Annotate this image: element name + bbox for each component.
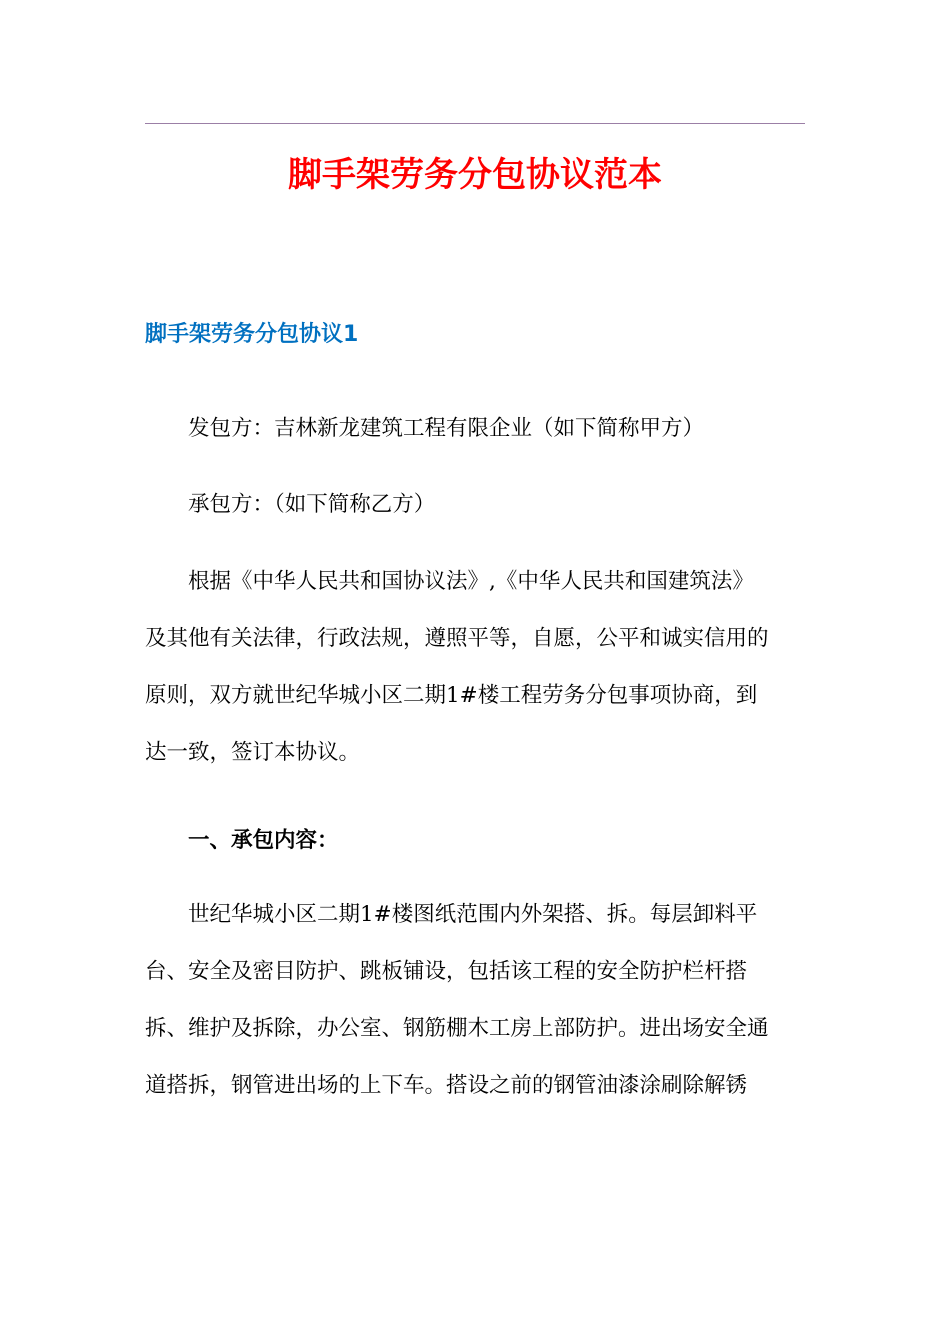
party-a-paragraph: 发包方：吉林新龙建筑工程有限企业（如下简称甲方） bbox=[188, 416, 705, 441]
basis-line: 达一致，签订本协议。 bbox=[145, 740, 361, 765]
basis-line: 根据《中华人民共和国协议法》,《中华人民共和国建筑法》 bbox=[188, 569, 754, 594]
content-line: 拆、维护及拆除，办公室、钢筋棚木工房上部防护。进出场安全通 bbox=[145, 1016, 769, 1041]
section-title: 脚手架劳务分包协议1 bbox=[145, 322, 359, 347]
content-line: 台、安全及密目防护、跳板铺设，包括该工程的安全防护栏杆搭 bbox=[145, 959, 748, 984]
contract-scope-heading: 一、承包内容： bbox=[188, 828, 339, 853]
basis-line: 及其他有关法律，行政法规，遵照平等，自愿，公平和诚实信用的 bbox=[145, 626, 769, 651]
content-line: 世纪华城小区二期1#楼图纸范围内外架搭、拆。每层卸料平 bbox=[188, 902, 758, 927]
party-b-paragraph: 承包方：（如下简称乙方） bbox=[188, 492, 436, 517]
content-line: 道搭拆，钢管进出场的上下车。搭设之前的钢管油漆涂刷除解锈 bbox=[145, 1073, 748, 1098]
content-paragraph bbox=[145, 886, 807, 1114]
header-rule bbox=[145, 123, 805, 124]
basis-line: 原则，双方就世纪华城小区二期1#楼工程劳务分包事项协商，到 bbox=[145, 683, 758, 708]
document-title: 脚手架劳务分包协议范本 bbox=[288, 155, 662, 195]
basis-paragraph bbox=[145, 553, 807, 781]
